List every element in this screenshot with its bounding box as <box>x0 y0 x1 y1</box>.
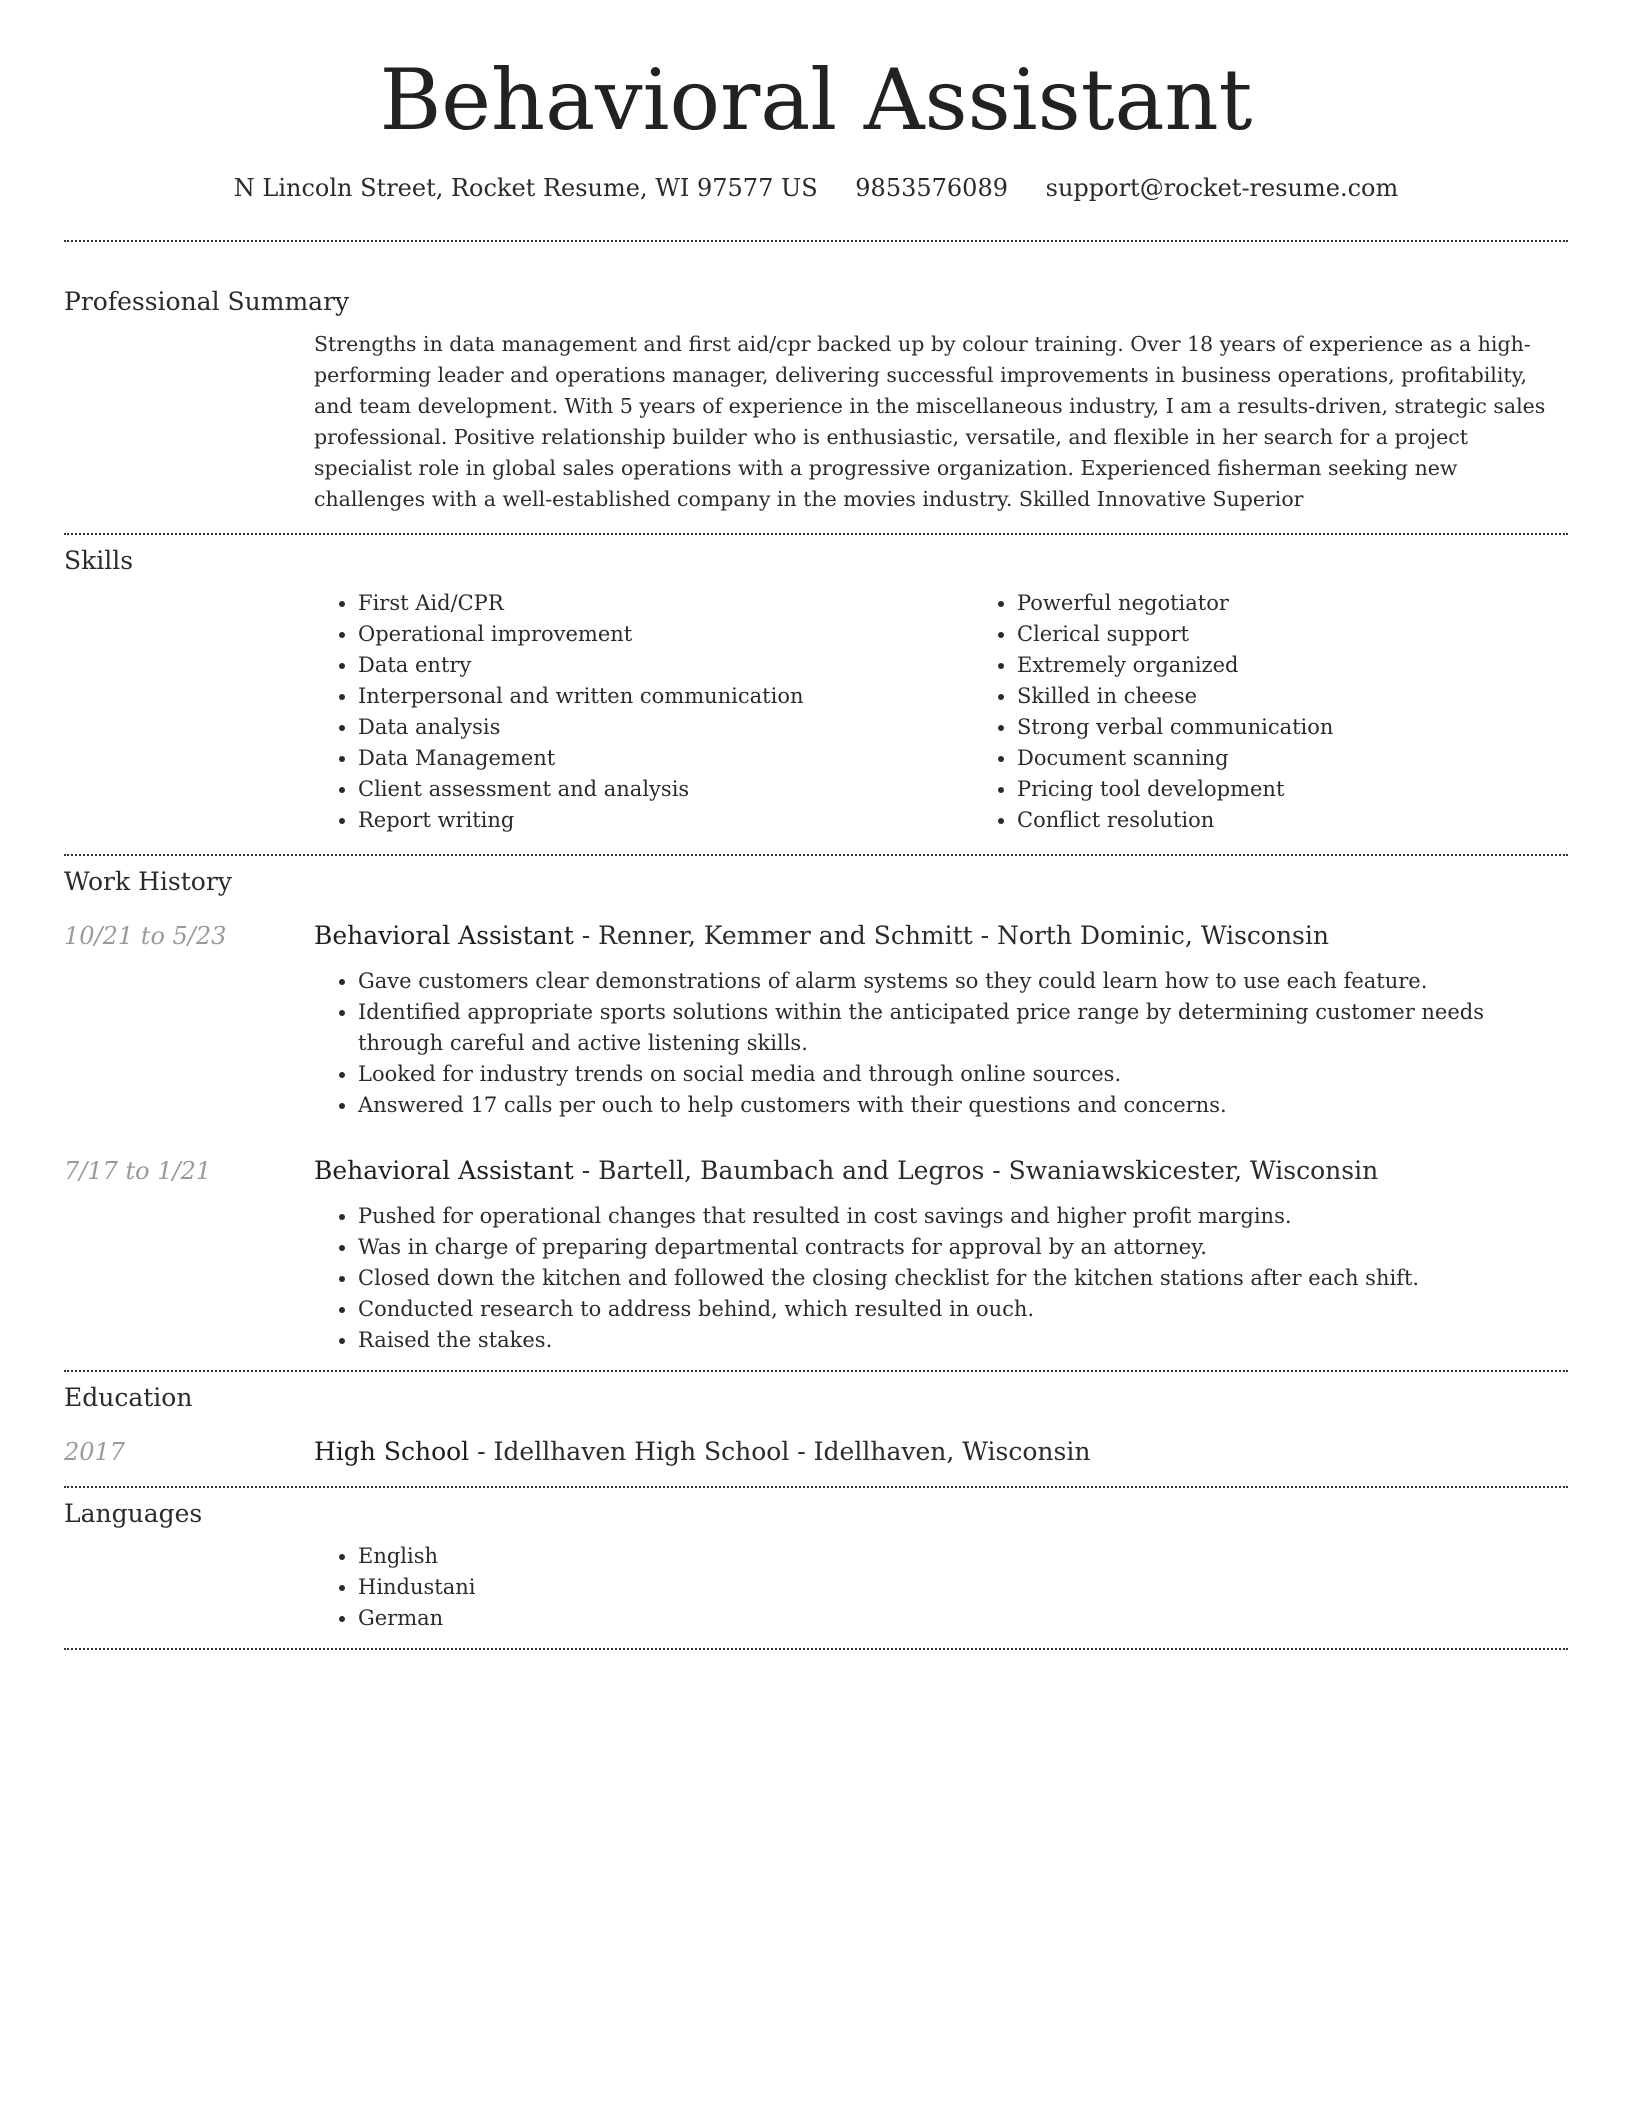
education-entry <box>64 1436 1568 1468</box>
skill-item: • Powerful negotiator <box>1017 588 1632 619</box>
education-year: 2017 <box>64 1438 126 1466</box>
job-dates: 7/17 to 1/21 <box>64 1157 212 1185</box>
divider <box>64 1648 1568 1650</box>
skill-item: • Conflict resolution <box>1017 805 1632 836</box>
contact-address: N Lincoln Street, Rocket Resume, WI 97577 US <box>233 174 818 202</box>
work-history-heading: Work History <box>64 867 232 896</box>
education-section <box>64 1372 1568 1468</box>
job-bullet: • Closed down the kitchen and followed the closing checklist for the kitchen stations after each shift. <box>358 1263 1568 1294</box>
education-heading: Education <box>64 1383 193 1412</box>
skill-item: • First Aid/CPR <box>358 588 973 619</box>
job-role: Behavioral Assistant <box>314 921 574 950</box>
skills-list-left <box>314 588 973 836</box>
education-degree: High School <box>314 1437 470 1466</box>
education-title <box>314 1436 1568 1468</box>
skills-section <box>64 535 1568 836</box>
languages-heading: Languages <box>64 1499 203 1528</box>
skill-item: • Data Management <box>358 743 973 774</box>
language-item: • German <box>358 1603 1568 1634</box>
job-role: Behavioral Assistant <box>314 1156 574 1185</box>
job-bullets <box>314 1201 1568 1356</box>
skill-item: • Extremely organized <box>1017 650 1632 681</box>
skill-item: • Document scanning <box>1017 743 1632 774</box>
languages-list <box>314 1541 1568 1634</box>
skills-heading: Skills <box>64 546 134 575</box>
job-bullet: • Gave customers clear demonstrations of alarm systems so they could learn how to use each feature. <box>358 966 1568 997</box>
languages-section <box>64 1488 1568 1634</box>
contact-email: support@rocket-resume.com <box>1045 174 1399 202</box>
skill-item: • Skilled in cheese <box>1017 681 1632 712</box>
job-bullet: • Raised the stakes. <box>358 1325 1568 1356</box>
candidate-name: Behavioral Assistant <box>379 51 1253 149</box>
job-title <box>314 920 1568 952</box>
job-details: - Renner, Kemmer and Schmitt - North Dominic, Wisconsin <box>573 921 1329 950</box>
contact-phone: 9853576089 <box>855 174 1008 202</box>
skills-list-right <box>973 588 1632 836</box>
job-bullet: • Looked for industry trends on social media and through online sources. <box>358 1059 1568 1090</box>
skill-item: • Client assessment and analysis <box>358 774 973 805</box>
skill-item: • Report writing <box>358 805 973 836</box>
skill-item: • Clerical support <box>1017 619 1632 650</box>
job-bullet: • Conducted research to address behind, which resulted in ouch. <box>358 1294 1568 1325</box>
skill-item: • Data entry <box>358 650 973 681</box>
skill-item: • Strong verbal communication <box>1017 712 1632 743</box>
job-details: - Bartell, Baumbach and Legros - Swaniawskicester, Wisconsin <box>573 1156 1379 1185</box>
job-entry <box>64 1155 1568 1356</box>
job-title <box>314 1155 1568 1187</box>
job-bullets <box>314 966 1568 1121</box>
job-bullet: • Was in charge of preparing departmental contracts for approval by an attorney. <box>358 1232 1568 1263</box>
contact-line <box>64 172 1568 204</box>
education-details: - Idellhaven High School - Idellhaven, Wisconsin <box>469 1437 1091 1466</box>
job-bullet: • Answered 17 calls per ouch to help customers with their questions and concerns. <box>358 1090 1568 1121</box>
job-bullet: • Pushed for operational changes that resulted in cost savings and higher profit margins. <box>358 1201 1568 1232</box>
work-history-section <box>64 856 1568 1356</box>
skill-item: • Pricing tool development <box>1017 774 1632 805</box>
job-dates: 10/21 to 5/23 <box>64 922 227 950</box>
summary-text: Strengths in data management and first aid/cpr backed up by colour training. Over 18 years of experience as a high-performing leader and operations manager, delivering successful improvements in business operations, profitability, and team development. With 5 years of experience in the miscellaneous industry, I am a results-driven, strategic sales professional. Positive relationship builder who is enthusiastic, versatile, and flexible in her search for a project specialist role in global sales operations with a progressive organization. Experienced fisherman seeking new challenges with a well-established company in the movies industry. Skilled Innovative Superior <box>314 332 1546 511</box>
skill-item: • Operational improvement <box>358 619 973 650</box>
job-bullet: • Identified appropriate sports solutions within the anticipated price range by determining customer needs through careful and active listening skills. <box>358 997 1568 1059</box>
language-item: • Hindustani <box>358 1572 1568 1603</box>
skill-item: • Data analysis <box>358 712 973 743</box>
language-item: • English <box>358 1541 1568 1572</box>
summary-section <box>64 242 1568 515</box>
skill-item: • Interpersonal and written communication <box>358 681 973 712</box>
job-entry <box>64 920 1568 1121</box>
summary-heading: Professional Summary <box>64 287 350 316</box>
